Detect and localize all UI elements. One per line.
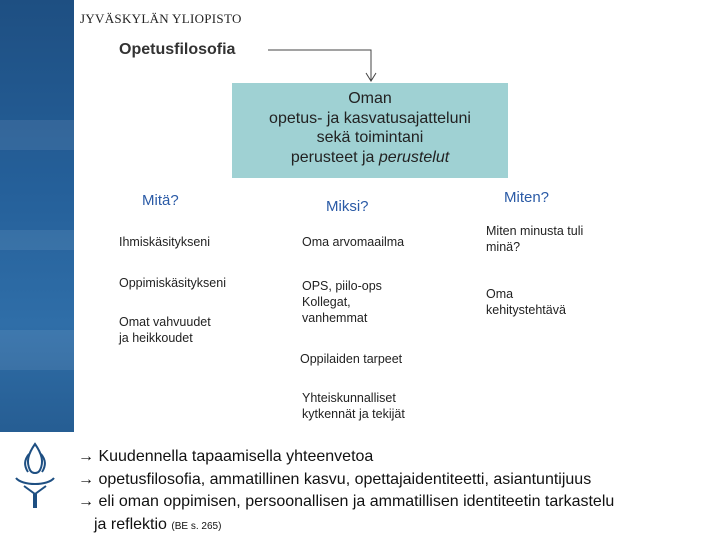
box-line-3: sekä toimintani bbox=[316, 129, 424, 146]
bullet-text: ja reflektio bbox=[94, 515, 167, 533]
mita-item: Oppimiskäsitykseni bbox=[119, 276, 226, 290]
miksi-item: kytkennät ja tekijät bbox=[302, 407, 405, 421]
box-line-2: opetus- ja kasvatusajatteluni bbox=[269, 109, 471, 127]
box-line-4-emphasis: perustelut bbox=[378, 148, 450, 166]
miksi-item: vanhemmat bbox=[302, 311, 368, 325]
definition-box bbox=[232, 83, 508, 178]
bullet-row bbox=[78, 469, 614, 492]
university-name: JYVÄSKYLÄN YLIOPISTO bbox=[80, 11, 242, 26]
sidebar-streak bbox=[0, 120, 74, 150]
bullet-row bbox=[78, 446, 614, 469]
miksi-item: Kollegat, bbox=[302, 295, 351, 309]
sidebar-streak bbox=[0, 230, 74, 250]
heading-miksi: Miksi? bbox=[326, 198, 369, 215]
heading-mita: Mitä? bbox=[142, 192, 179, 209]
mita-item: Omat vahvuudet bbox=[119, 315, 211, 329]
mita-item: ja heikkoudet bbox=[119, 331, 193, 345]
slide-area bbox=[74, 0, 720, 432]
box-line-4-prefix: perusteet ja bbox=[290, 148, 379, 166]
miten-item: kehitystehtävä bbox=[486, 303, 566, 317]
bullet-continuation bbox=[78, 514, 614, 539]
miten-item: Oma bbox=[486, 287, 514, 301]
arrow-icon: → bbox=[78, 470, 94, 488]
bullet-text: Kuudennella tapaamisella yhteenvetoa bbox=[98, 448, 374, 465]
arrow-icon: → bbox=[78, 493, 94, 510]
bullet-text: eli oman oppimisen, persoonallisen ja ammatillisen identiteetin tarkastelu bbox=[98, 493, 615, 510]
miksi-item: Oppilaiden tarpeet bbox=[300, 352, 403, 366]
university-torch-logo-icon bbox=[12, 440, 58, 512]
arrow-icon: → bbox=[78, 448, 94, 465]
heading-miten: Miten? bbox=[504, 189, 550, 206]
box-line-4 bbox=[232, 148, 508, 168]
bullet-text: opetusfilosofia, ammatillinen kasvu, opettajaidentiteetti, asiantuntijuus bbox=[98, 470, 592, 488]
miten-item: minä? bbox=[486, 240, 521, 254]
summary-bullets bbox=[78, 446, 614, 538]
miten-item: Miten minusta tuli bbox=[486, 224, 584, 238]
book-reference: (BE s. 265) bbox=[171, 520, 222, 532]
miksi-item: Yhteiskunnalliset bbox=[302, 391, 396, 405]
sidebar-streak bbox=[0, 330, 74, 370]
bullet-row bbox=[78, 491, 614, 514]
slide-title: Opetusfilosofia bbox=[119, 41, 236, 58]
miksi-item: Oma arvomaailma bbox=[302, 235, 405, 249]
box-line-1: Oman bbox=[348, 90, 392, 107]
miksi-item: OPS, piilo-ops bbox=[302, 279, 382, 293]
mita-item: Ihmiskäsitykseni bbox=[119, 235, 210, 249]
